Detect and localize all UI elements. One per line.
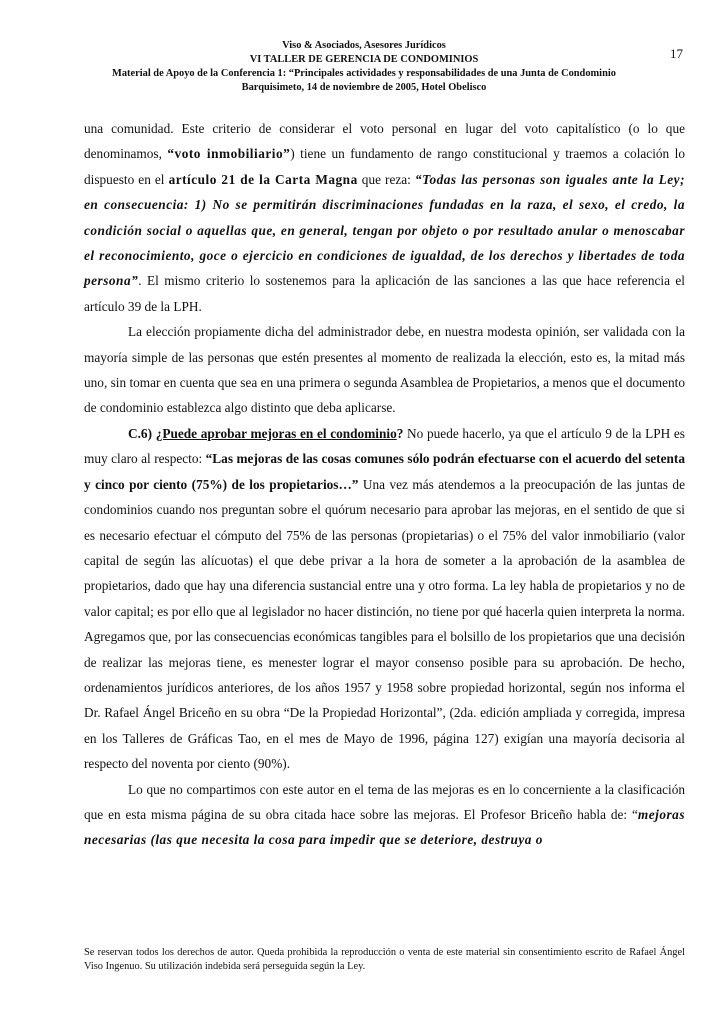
section-label: C.6) <box>128 425 153 441</box>
text-run: No puede hacerlo, ya que el artículo 9 de la LPH es muy claro al respecto: <box>84 425 685 467</box>
text-run: ) tiene un fundamento de rango constitucional y traemos a colación lo dispuesto en el <box>84 146 686 187</box>
text-run: una comunidad. Este criterio de considerar el voto personal en lugar del voto capitalístico (o lo que denominamos, <box>84 121 685 162</box>
section-question: ¿Puede aprobar mejoras en el condominio <box>155 425 397 441</box>
text-run: Lo que no compartimos con este autor en el tema de las mejoras es en lo concerniente a la clasificación que en esta misma página de su obra citada hace sobre las mejoras. El Profesor Briceño habla de: “ <box>84 781 685 822</box>
reference-article-21: artículo 21 de la Carta Magna <box>168 171 358 187</box>
paragraph-2: La elección propiamente dicha del administrador debe, en nuestra modesta opinión, ser validada con la mayoría simple de las personas que estén presentes al momento de realizada la elección, esto es, la mitad más uno, sin tomar en cuenta que sea en una primera o segunda Asamblea de Propietarios, a menos que el documento de condominio establezca algo distinto que deba aplicarse. <box>84 324 685 416</box>
quote-lph-article-9: “Las mejoras de las cosas comunes sólo podrán efectuarse con el acuerdo del setenta y cinco por ciento (75%) de los propietarios…” <box>84 451 685 492</box>
paragraph-4 <box>84 777 685 853</box>
page-number: 17 <box>670 46 683 61</box>
header-event: VI TALLER DE GERENCIA DE CONDOMINIOS <box>249 54 479 65</box>
text-run: que reza: <box>357 171 415 187</box>
quote-mejoras-necesarias: mejoras necesarias (las que necesita la cosa para impedir que se deteriore, destruya o <box>84 806 685 848</box>
copyright-footer: Se reservan todos los derechos de autor. Queda prohibida la reproducción o venta de este material sin consentimiento escrito de Rafael Ángel Viso Ingenuo. Su utilización indebida será perseguida según la Ley. <box>84 947 685 972</box>
header-material: Material de Apoyo de la Conferencia 1: “Principales actividades y responsabilidades de una Junta de Condominio <box>112 68 616 79</box>
paragraph-1 <box>84 116 685 319</box>
term-voto-inmobiliario: “voto inmobiliario” <box>167 146 291 162</box>
question-mark: ? <box>396 425 404 441</box>
header-location: Barquisimeto, 14 de noviembre de 2005, Hotel Obelisco <box>241 82 487 93</box>
header-firm: Viso & Asociados, Asesores Jurídicos <box>282 40 446 51</box>
text-run: Una vez más atendemos a la preocupación de las juntas de condominios cuando nos preguntan sobre el quórum necesario para aprobar las mejoras, en el sentido de que si es necesario efectuar el cómputo del 75% de las personas (propietarias) o el 75% del valor inmobiliario (valor capital de según las alícuotas) el que debe privar a la hora de someter a la aprobación de la asamblea de propietarios, dado que hay una diferencia sustancial entre una y otro forma. La ley habla de propietarios y no de valor capital; es por ello que al legislador no hacer distinción, no tiene por qué hacerla quien interpreta la norma. Agregamos que, por las consecuencias económicas tangibles para el bolsillo de los propietarios que una decisión de realizar las mejoras tiene, es menester lograr el mayor consenso posible para su aprobación. De hecho, ordenamientos jurídicos anteriores, de los años 1957 y 1958 sobre propiedad horizontal, según nos informa el Dr. Rafael Ángel Briceño en su obra “De la Propiedad Horizontal”, (2da. edición ampliada y corregida, impresa en los Talleres de Gráficas Tao, en el mes de Mayo de 1996, página 127) exigían una mayoría decisoria al respecto del noventa por ciento (90%). <box>84 476 685 772</box>
paragraph-3 <box>84 421 685 777</box>
quote-constitution: “Todas las personas son iguales ante la Ley; en consecuencia: 1) No se permitirán discriminaciones fundadas en la raza, el sexo, el credo, la condición social o aquellas que, en general, tengan por objeto o por resultado anular o menoscabar el reconocimiento, goce o ejercicio en condiciones de igualdad, de los derechos y libertades de toda persona” <box>84 171 686 289</box>
text-run: . El mismo criterio lo sostenemos para la aplicación de las sanciones a las que hace referencia el artículo 39 de la LPH. <box>84 273 685 314</box>
page-header <box>0 39 728 95</box>
body-text <box>84 116 685 853</box>
